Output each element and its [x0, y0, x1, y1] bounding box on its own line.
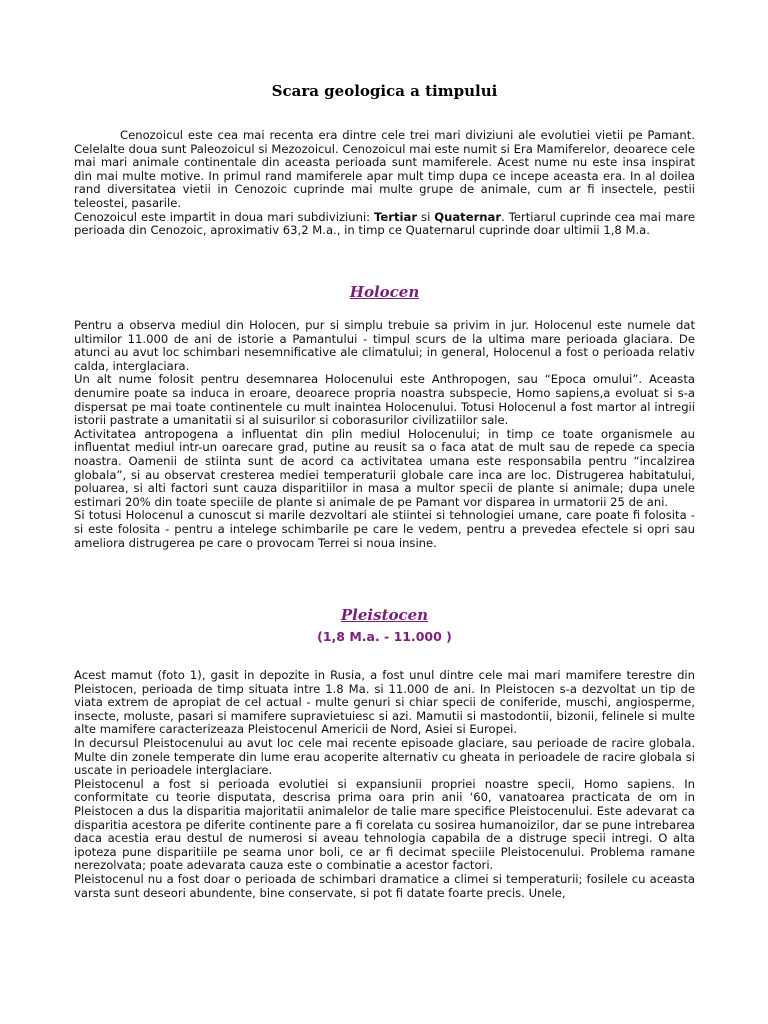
holocen-paragraph-2: Un alt nume folosit pentru desemnarea Holocenului este Anthropogen, sau “Epoca omului”. Aceasta denumire poate sa induca in eroare, deoarece propria noastra subspecie, Homo sapiens,a evoluat si s-a dispersat pe mai toate continentele cu mult inaintea Holocenului. Totusi Holocenul a fost martor al intregii istorii pastrate a umanitatii si al suisurilor si coborasurilor civilizatiilor sale.: [74, 372, 695, 428]
pleistocen-heading: Pleistocen: [340, 606, 429, 624]
pleistocen-range: (1,8 M.a. - 11.000 ): [317, 629, 452, 644]
document-title: Scara geologica a timpului: [271, 82, 498, 100]
holocen-paragraph-4: Si totusi Holocenul a cunoscut si marile dezvoltari ale stiintei si tehnologiei umane, care poate fi folosita - si este folosita - pentru a intelege schimbarile pe care le vedem, pentru a prevedea efectele si opri sau ameliora distrugerea pe care o provocam Terrei si noua insine.: [74, 508, 695, 550]
holocen-paragraph-3: Activitatea antropogena a influentat din plin mediul Holocenului; in timp ce toate organismele au influentat mediul intr-un oarecare grad, putine au reusit sa o faca atat de mult sau de repede ca specia noastra. Oamenii de stiinta sunt de acord ca activitatea umana este responsabila pentru “incalzirea globala”, si au observat cresterea mediei temperaturii globale care inca are loc. Distrugerea habitatului, poluarea, si alti factori sunt cauza disparitiilor in masa a multor specii de plante si animale; dupa unele estimari 20% din toate speciile de plante si animale de pe Pamant vor disparea in urmatorii 25 de ani.: [74, 426, 695, 509]
intro-paragraph-2: [74, 211, 695, 238]
pleistocen-paragraph-3: Pleistocenul a fost si perioada evolutiei si expansiunii propriei noastre specii, Homo sapiens. In conformitate cu teorie disputata, descrisa prima oara prin anii ‘60, vanatoarea practicata de om in Pleistocen a dus la disparitia majoritatii animalelor de talie mare specifice Pleistocenului. Este adevarat ca disparitia acestora pe diferite continente pare a fi corelata cu sosirea humanoizilor, dar se pune intrebarea daca acestia erau destul de numerosi si aveau tehnologia capabila de a distruge specii intregi. O alta ipoteza pune disparitiile pe seama unor boli, ce ar fi decimat speciile Pleistocenului. Problema ramane nerezolvata; poate adevarata cauza este o combinatie a acestor factori.: [74, 776, 695, 873]
term-quaternar: Quaternar: [434, 209, 502, 224]
holocen-heading: Holocen: [349, 283, 420, 301]
intro-p2-text-a: Cenozoicul este impartit in doua mari subdiviziuni:: [74, 209, 375, 224]
holocen-paragraph-1: Pentru a observa mediul din Holocen, pur si simplu trebuie sa privim in jur. Holocenul este numele dat ultimilor 11.000 de ani de istorie a Pamantului - timpul scurs de la ultima mare perioada glaciara. De atunci au avut loc schimbari nesemnificative ale climatului; in general, Holocenul a fost o perioada relativ calda, interglaciara.: [74, 318, 695, 373]
pleistocen-paragraph-4: Pleistocenul nu a fost doar o perioada de schimbari dramatice a climei si temperaturii; fosilele cu aceasta varsta sunt deseori abundente, bine conservate, si pot fi datate foarte precis. Unele,: [74, 871, 695, 900]
term-tertiar: Tertiar: [374, 209, 418, 224]
holocen-section: [74, 319, 695, 550]
intro-section: [74, 129, 695, 238]
intro-p2-text-d: . Tertiarul cuprinde cea mai mare perioada din Cenozoic, aproximativ 63,2 M.a., in timp ce Quaternarul cuprinde doar ultimii 1,8 M.a.: [74, 209, 695, 238]
pleistocen-section: [74, 669, 695, 900]
intro-p2-text-c: si: [417, 209, 435, 224]
pleistocen-paragraph-1: Acest mamut (foto 1), gasit in depozite in Rusia, a fost unul dintre cele mai mari mamifere terestre din Pleistocen, perioada de timp situata intre 1.8 Ma. si 11.000 de ani. In Pleistocen s-a dezvoltat un tip de viata extrem de apropiat de cel actual - multe genuri si chiar specii de coniferide, muschi, angiosperme, insecte, moluste, pasari si mamifere supravietuiesc si azi. Mamutii si mastodontii, bizonii, felinele si multe alte mamifere caracterizeaza Pleistocenul Americii de Nord, Asiei si Europei.: [74, 668, 695, 737]
intro-paragraph-1: Cenozoicul este cea mai recenta era dintre cele trei mari diviziuni ale evolutiei vietii pe Pamant. Celelalte doua sunt Paleozoicul si Mezozoicul. Cenozoicul mai este numit si Era Mamiferelor, deoarece cele mai mari animale continentale din aceasta perioada sunt mamiferele. Acest nume nu este insa inspirat din mai multe motive. In primul rand mamiferele apar mult timp dupa ce incepe aceasta era. In al doilea rand diversitatea vietii in Cenozoic cuprinde mai multe grupe de animale, cum ar fi insectele, pestii teleostei, pasarile.: [74, 128, 695, 210]
pleistocen-paragraph-2: In decursul Pleistocenului au avut loc cele mai recente episoade glaciare, sau perioade de racire globala. Multe din zonele temperate din lume erau acoperite alternativ cu gheata in perioadele de racire globala si uscate in perioadele interglaciare.: [74, 735, 695, 778]
